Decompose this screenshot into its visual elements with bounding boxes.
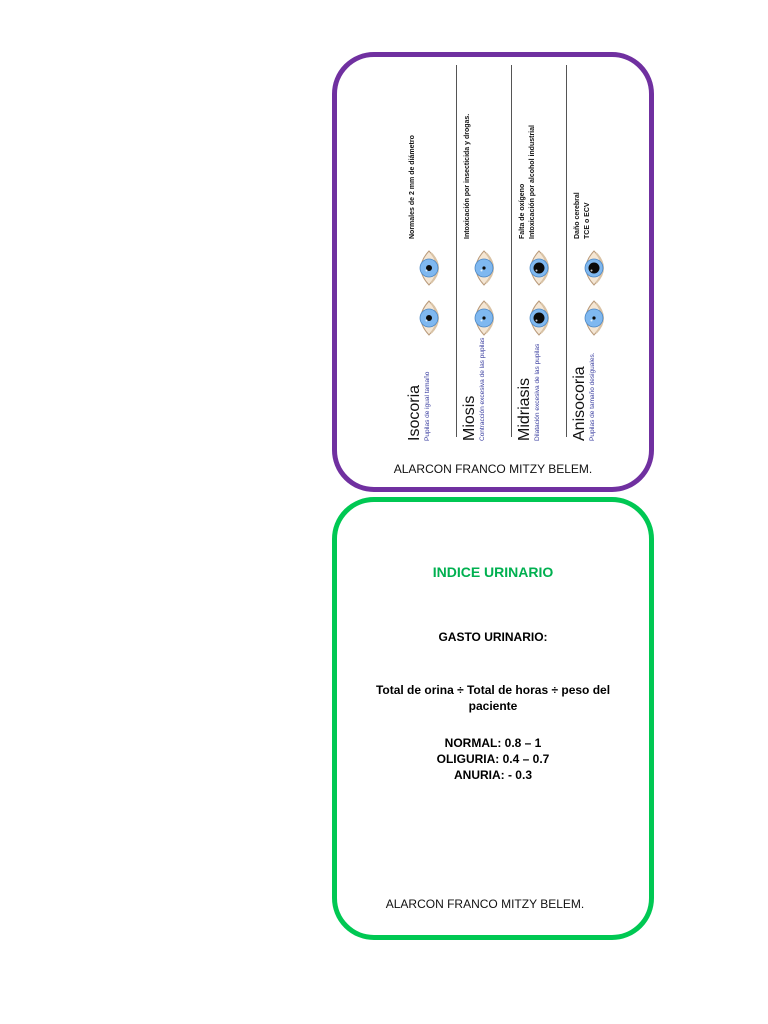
cause-line: Intoxicación por alcohol industrial bbox=[529, 125, 536, 239]
pupil-row-isocoria bbox=[402, 65, 457, 447]
cause-text bbox=[518, 67, 538, 239]
pupil-row-miosis bbox=[457, 65, 512, 447]
pupil-row-midriasis bbox=[512, 65, 567, 447]
term-description: Dilatación excesiva de las pupilas bbox=[534, 343, 541, 441]
term-description: Pupilas de igual tamaño bbox=[424, 371, 431, 441]
cause-line: TCE o ECV bbox=[584, 202, 591, 239]
value-oliguria: OLIGURIA: 0.4 – 0.7 bbox=[436, 752, 550, 766]
cause-line: Falta de oxígeno bbox=[519, 183, 526, 239]
term-block bbox=[461, 337, 487, 441]
card-subtitle: GASTO URINARIO: bbox=[438, 630, 548, 644]
eye-icon bbox=[470, 249, 498, 287]
eye-icon bbox=[415, 299, 443, 337]
cause-line: Daño cerebral bbox=[574, 192, 581, 239]
term-name: Isocoria bbox=[406, 384, 423, 441]
cause-text bbox=[573, 67, 593, 239]
cause-line: Normales de 2 mm de diámetro bbox=[409, 135, 416, 239]
term-block bbox=[516, 337, 542, 441]
author-name: ALARCON FRANCO MITZY BELEM. bbox=[385, 897, 585, 911]
pupil-table bbox=[402, 65, 622, 447]
term-description: Contracción excesiva de las pupilas bbox=[479, 337, 486, 441]
cause-text bbox=[408, 67, 418, 239]
eye-icon bbox=[580, 299, 608, 337]
eye-icon bbox=[470, 299, 498, 337]
term-block bbox=[571, 337, 597, 441]
urine-index-card bbox=[332, 497, 654, 940]
eye-icon bbox=[580, 249, 608, 287]
pupil-card bbox=[332, 52, 654, 492]
author-name: ALARCON FRANCO MITZY BELEM. bbox=[393, 462, 593, 476]
cause-text bbox=[463, 67, 473, 239]
eye-icon bbox=[525, 249, 553, 287]
formula-text: Total de orina ÷ Total de horas ÷ peso del paciente bbox=[375, 683, 611, 713]
pupil-figure bbox=[402, 65, 622, 447]
term-name: Miosis bbox=[461, 395, 478, 441]
eye-icon bbox=[525, 299, 553, 337]
pupil-row-anisocoria bbox=[567, 65, 622, 447]
term-name: Midriasis bbox=[516, 377, 533, 441]
value-anuria: ANURIA: - 0.3 bbox=[453, 768, 532, 782]
term-description: Pupilas de tamaño desiguales. bbox=[589, 352, 596, 441]
value-list bbox=[337, 735, 649, 783]
term-block bbox=[406, 337, 432, 441]
term-name: Anisocoria bbox=[571, 366, 588, 441]
cause-line: Intoxicación por insecticida y drogas. bbox=[464, 113, 471, 239]
card-title: INDICE URINARIO bbox=[432, 564, 554, 580]
eye-icon bbox=[415, 249, 443, 287]
value-normal: NORMAL: 0.8 – 1 bbox=[444, 736, 542, 750]
